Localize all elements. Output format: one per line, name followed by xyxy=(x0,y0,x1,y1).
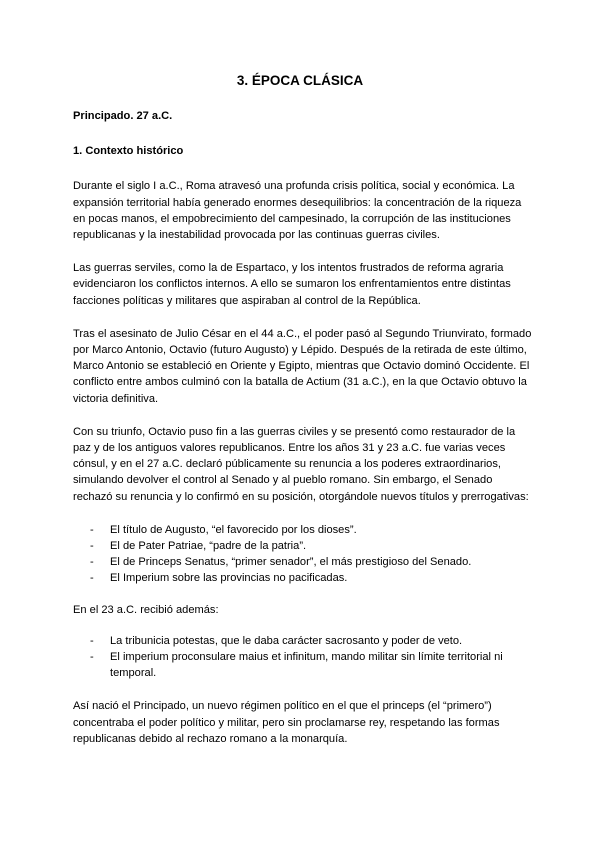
list-item xyxy=(73,649,533,681)
subtitle: Principado. 27 a.C. xyxy=(73,110,173,122)
dash-bullet: - xyxy=(90,651,94,664)
list-item-text: El de Pater Patriae, “padre de la patria”. xyxy=(110,540,307,553)
list-item xyxy=(73,570,533,586)
list-item xyxy=(73,554,533,570)
dash-bullet: - xyxy=(90,572,94,585)
powers-list xyxy=(73,633,533,682)
titles-list xyxy=(73,522,533,587)
dash-bullet: - xyxy=(90,556,94,569)
dash-bullet: - xyxy=(90,523,94,536)
page-title: 3. ÉPOCA CLÁSICA xyxy=(236,73,364,88)
list-item xyxy=(73,633,533,649)
paragraph: Así nació el Principado, un nuevo régimen político en el que el princeps (el “primero”) concentraba el poder político y militar, pero sin proclamarse rey, respetando las formas republicanas debido al rechazo romano a la monarquía. xyxy=(73,700,500,745)
dash-bullet: - xyxy=(90,634,94,647)
list-item-text: El de Princeps Senatus, “primer senador”, el más prestigioso del Senado. xyxy=(110,556,472,569)
section-heading: 1. Contexto histórico xyxy=(73,145,184,158)
paragraph: Con su triunfo, Octavio puso fin a las guerras civiles y se presentó como restaurador de la paz y de los antiguos valores republicanos. Entre los años 31 y 23 a.C. fue varias veces cónsul, y en el 27 a.C. declaró públicamente su renuncia a los poderes extraordinarios, simulando devolver el control al Senado y al pueblo romano. Sin embargo, el Senado rechazó su renuncia y lo confirmó en su posición, otorgándole nuevos títulos y prerrogativas: xyxy=(73,425,529,503)
paragraph: Durante el siglo I a.C., Roma atravesó una profunda crisis política, social y económica. La expansión territorial había generado enormes desequilibrios: la concentración de la riqueza en pocas manos, el empobrecimiento del campesinado, la corrupción de las instituciones republicanas y la inestabilidad provocada por las continuas guerras civiles. xyxy=(73,180,522,242)
list-item-text: El título de Augusto, “el favorecido por los dioses”. xyxy=(110,523,357,536)
list-item-text: El imperium proconsulare maius et infinitum, mando militar sin límite territorial ni temporal. xyxy=(110,651,503,680)
paragraph: Las guerras serviles, como la de Espartaco, y los intentos frustrados de reforma agraria evidenciaron los conflictos internos. A ello se sumaron los enfrentamientos entre distintas facciones políticas y militares que aspiraban al control de la República. xyxy=(73,262,511,307)
list-item xyxy=(73,522,533,538)
list-item-text: La tribunicia potestas, que le daba carácter sacrosanto y poder de veto. xyxy=(110,634,463,647)
list-item xyxy=(73,538,533,554)
document-body xyxy=(73,108,533,747)
dash-bullet: - xyxy=(90,540,94,553)
paragraph: Tras el asesinato de Julio César en el 44 a.C., el poder pasó al Segundo Triunvirato, formado por Marco Antonio, Octavio (futuro Augusto) y Lépido. Después de la retirada de este último, Marco Antonio se estableció en Oriente y Egipto, mientras que Octavio dominó Occidente. El conflicto entre ambos culminó con la batalla de Actium (31 a.C.), en la que Octavio obtuvo la victoria definitiva. xyxy=(73,327,532,405)
list-item-text: El Imperium sobre las provincias no pacificadas. xyxy=(110,572,348,585)
paragraph: En el 23 a.C. recibió además: xyxy=(73,603,219,616)
